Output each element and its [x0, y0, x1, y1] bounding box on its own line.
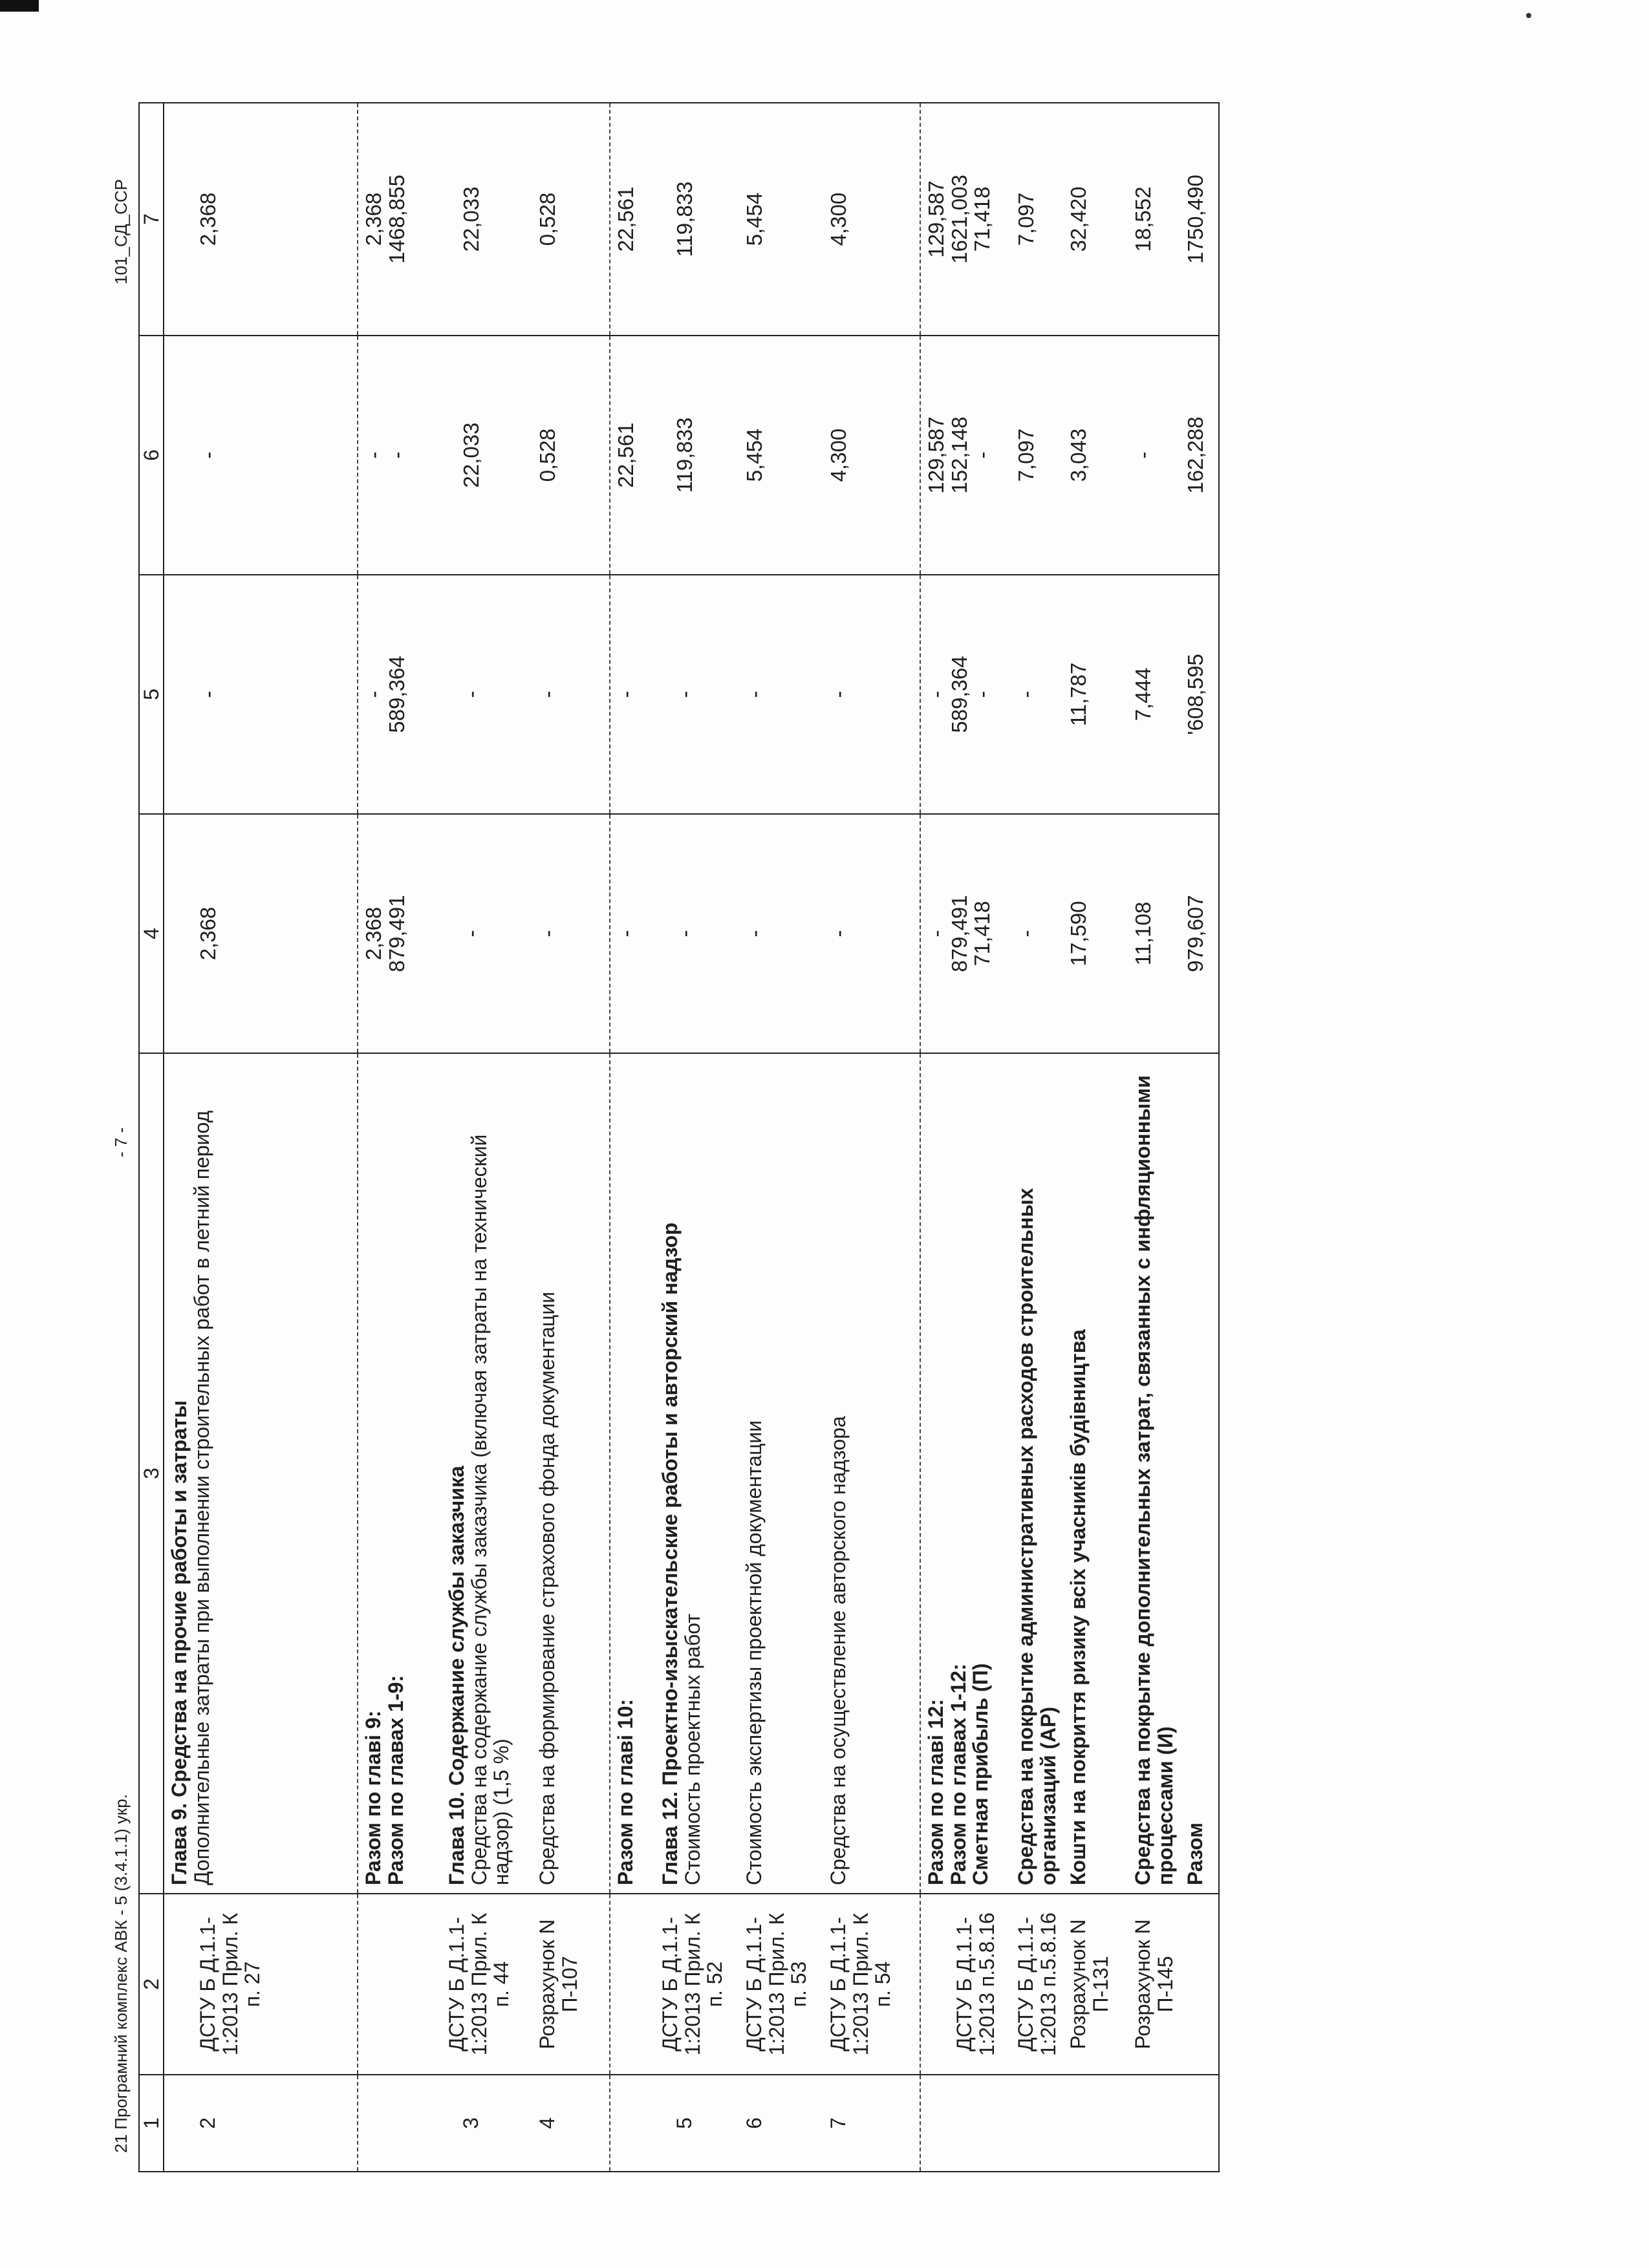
value-col5: - — [535, 690, 559, 698]
cost-item-name: Средства на покрытие административных расходов строительных организаций (АР) — [1014, 1188, 1060, 1885]
basis-reference: ДСТУ Б Д.1.1-1:2013 Прил. К п. 27 — [196, 1912, 264, 2056]
value-col4: - — [826, 930, 850, 937]
value-col7: 5,454 — [742, 192, 766, 246]
value-col4: 879,491 — [384, 895, 409, 972]
value-col5: 589,364 — [947, 656, 971, 733]
value-col5: - — [1014, 690, 1038, 698]
value-col6: 4,300 — [826, 428, 850, 482]
column-header: 6 — [139, 336, 164, 575]
table-row — [164, 103, 358, 2172]
table-row — [739, 103, 823, 2172]
basis-reference: ДСТУ Б Д.1.1-1:2013 п.5.8.16 — [953, 1912, 998, 2056]
cost-item-name: Дополнительные затраты при выполнении строительных работ в летний период — [189, 1110, 213, 1885]
value-col6: - — [1131, 451, 1156, 459]
value-col5: - — [742, 690, 766, 698]
value-col7: 22,033 — [459, 186, 483, 252]
chapter-heading: Глава 12. Проектно-изыскательские работы и авторский надзор — [658, 1222, 682, 1885]
value-col7: 1468,855 — [384, 175, 409, 264]
value-col5: - — [361, 690, 385, 698]
value-col5: - — [459, 690, 483, 698]
grand-total-row — [1180, 103, 1219, 2172]
basis-reference: Розрахунок N П-107 — [535, 1919, 581, 2049]
value-col7: 7,097 — [1014, 192, 1038, 246]
subtotal-label: Сметная прибыль (П) — [969, 1663, 993, 1885]
table-row — [655, 103, 739, 2172]
column-number-row — [139, 103, 164, 2172]
basis-reference: ДСТУ Б Д.1.1-1:2013 Прил. К п. 44 — [445, 1912, 513, 2056]
subtotal-row — [610, 103, 655, 2172]
column-header: 2 — [139, 1894, 164, 2075]
value-col6: - — [384, 451, 409, 459]
basis-reference: ДСТУ Б Д.1.1-1:2013 Прил. К п. 53 — [742, 1912, 811, 2056]
value-col5: - — [196, 690, 220, 698]
value-col4: 979,607 — [1183, 895, 1208, 972]
value-col7: 1750,490 — [1183, 175, 1208, 264]
row-number: 4 — [535, 2117, 559, 2129]
row-number: 3 — [459, 2117, 482, 2129]
value-col5: 589,364 — [384, 656, 409, 733]
basis-reference: ДСТУ Б Д.1.1-1:2013 Прил. К п. 52 — [658, 1912, 727, 2056]
row-number: 5 — [673, 2117, 696, 2129]
row-number: 6 — [742, 2117, 766, 2129]
value-col5: - — [826, 690, 850, 698]
cost-item-name: Средства на покрытие дополнительных затрат, связанных с инфляционными процессами (И) — [1131, 1075, 1177, 1885]
value-col7: 22,561 — [614, 186, 638, 252]
value-col4: 17,590 — [1066, 901, 1091, 967]
column-header: 3 — [139, 1053, 164, 1894]
value-col6: 129,587 — [924, 416, 948, 494]
value-col7: 71,418 — [970, 186, 995, 252]
cost-item-name: Средства на осуществление авторского надзора — [826, 1416, 850, 1885]
value-col4: 2,368 — [196, 906, 220, 961]
value-col4: 2,368 — [361, 906, 385, 961]
value-col6: 3,043 — [1066, 428, 1091, 482]
value-col6: 0,528 — [535, 428, 559, 482]
value-col7: 32,420 — [1066, 186, 1091, 252]
value-col4: - — [1014, 930, 1038, 937]
subtotal-row — [358, 103, 442, 2172]
summary-estimate-table — [138, 102, 1220, 2172]
row-number: 7 — [826, 2117, 850, 2129]
table-row — [1128, 103, 1180, 2172]
value-col7: 129,587 — [924, 180, 948, 258]
value-col4: - — [924, 930, 948, 937]
value-col6: 152,148 — [947, 416, 971, 494]
value-col7: 1621,003 — [947, 175, 971, 264]
chapter-heading: Глава 10. Содержание службы заказчика — [445, 1466, 468, 1885]
value-col4: - — [459, 930, 483, 937]
table-row — [1011, 103, 1063, 2172]
subtotal-label: Разом по главі 12: — [924, 1698, 947, 1885]
basis-reference: Розрахунок N П-131 — [1066, 1919, 1112, 2049]
value-col7: 2,368 — [361, 192, 385, 246]
scan-speck — [1526, 13, 1531, 18]
cost-item-name: Стоимость проектных работ — [680, 1613, 704, 1885]
scan-corner-mark — [0, 0, 39, 12]
subtotal-label: Разом по главах 1-9: — [383, 1675, 407, 1885]
table-row — [442, 103, 532, 2172]
value-col7: 0,528 — [535, 192, 559, 246]
page-number: - 7 - — [111, 1127, 131, 1157]
value-col6: 5,454 — [742, 428, 766, 482]
value-col5: 11,787 — [1066, 662, 1091, 727]
value-col6: - — [196, 451, 220, 459]
value-col5: - — [970, 690, 995, 698]
value-col4: 11,108 — [1131, 901, 1156, 966]
value-col4: - — [535, 930, 559, 937]
subtotal-label: Разом по главі 10: — [614, 1698, 637, 1885]
value-col5: 7,444 — [1131, 667, 1156, 722]
value-col6: 22,033 — [459, 422, 483, 488]
estimate-sheet — [103, 103, 1558, 2172]
table-row — [1063, 103, 1128, 2172]
value-col5: - — [673, 690, 696, 698]
table-row — [532, 103, 610, 2172]
grand-total-label: Разом — [1183, 1822, 1207, 1885]
value-col4: - — [614, 930, 638, 937]
cost-item-name: Стоимость экспертизы проектной документации — [742, 1420, 766, 1885]
chapter-heading: Глава 9. Средства на прочие работы и затраты — [167, 1400, 191, 1885]
value-col5: - — [924, 690, 948, 698]
value-col4: 879,491 — [947, 895, 971, 972]
column-header: 7 — [139, 103, 164, 336]
basis-reference: Розрахунок N П-145 — [1131, 1919, 1177, 2049]
value-col7: 2,368 — [196, 192, 220, 246]
column-header: 1 — [139, 2075, 164, 2172]
value-col6: - — [970, 451, 995, 459]
subtotal-label: Разом по главах 1-12: — [946, 1664, 970, 1885]
value-col7: 4,300 — [826, 192, 850, 246]
column-header: 4 — [139, 814, 164, 1053]
value-col4: - — [673, 930, 696, 937]
value-col5: - — [614, 690, 638, 698]
value-col6: 7,097 — [1014, 428, 1038, 482]
value-col6: 162,288 — [1183, 416, 1208, 494]
value-col7: 18,552 — [1131, 186, 1156, 252]
cost-item-name: Средства на формирование страхового фонда документации — [535, 1291, 559, 1885]
basis-reference: ДСТУ Б Д.1.1-1:2013 п.5.8.16 — [1014, 1912, 1060, 2056]
row-number: 2 — [196, 2117, 219, 2129]
subtotal-label: Разом по главі 9: — [361, 1710, 385, 1885]
page-header — [103, 103, 138, 2172]
value-col6: 119,833 — [673, 417, 696, 493]
software-caption: 21 Програмний комплекс АВК - 5 (3.4.1.1) укр. — [111, 1794, 131, 2153]
column-header: 5 — [139, 575, 164, 814]
value-col4: - — [742, 930, 766, 937]
cost-item-name: Кошти на покриття ризику всіх учасників будівництва — [1066, 1329, 1090, 1885]
value-col7: 119,833 — [673, 181, 696, 257]
document-code: 101_СД_ССР — [111, 178, 131, 284]
basis-reference: ДСТУ Б Д.1.1-1:2013 Прил. К п. 54 — [826, 1912, 895, 2056]
value-col6: 22,561 — [614, 422, 638, 488]
value-col5: '608,595 — [1183, 654, 1208, 735]
cost-item-name: Средства на содержание службы заказчика (включая затраты на технический надзор) (1,5 %) — [467, 1134, 513, 1885]
table-row — [823, 103, 920, 2172]
value-col6: - — [361, 451, 385, 459]
subtotal-row — [920, 103, 1011, 2172]
value-col4: 71,418 — [970, 901, 995, 967]
